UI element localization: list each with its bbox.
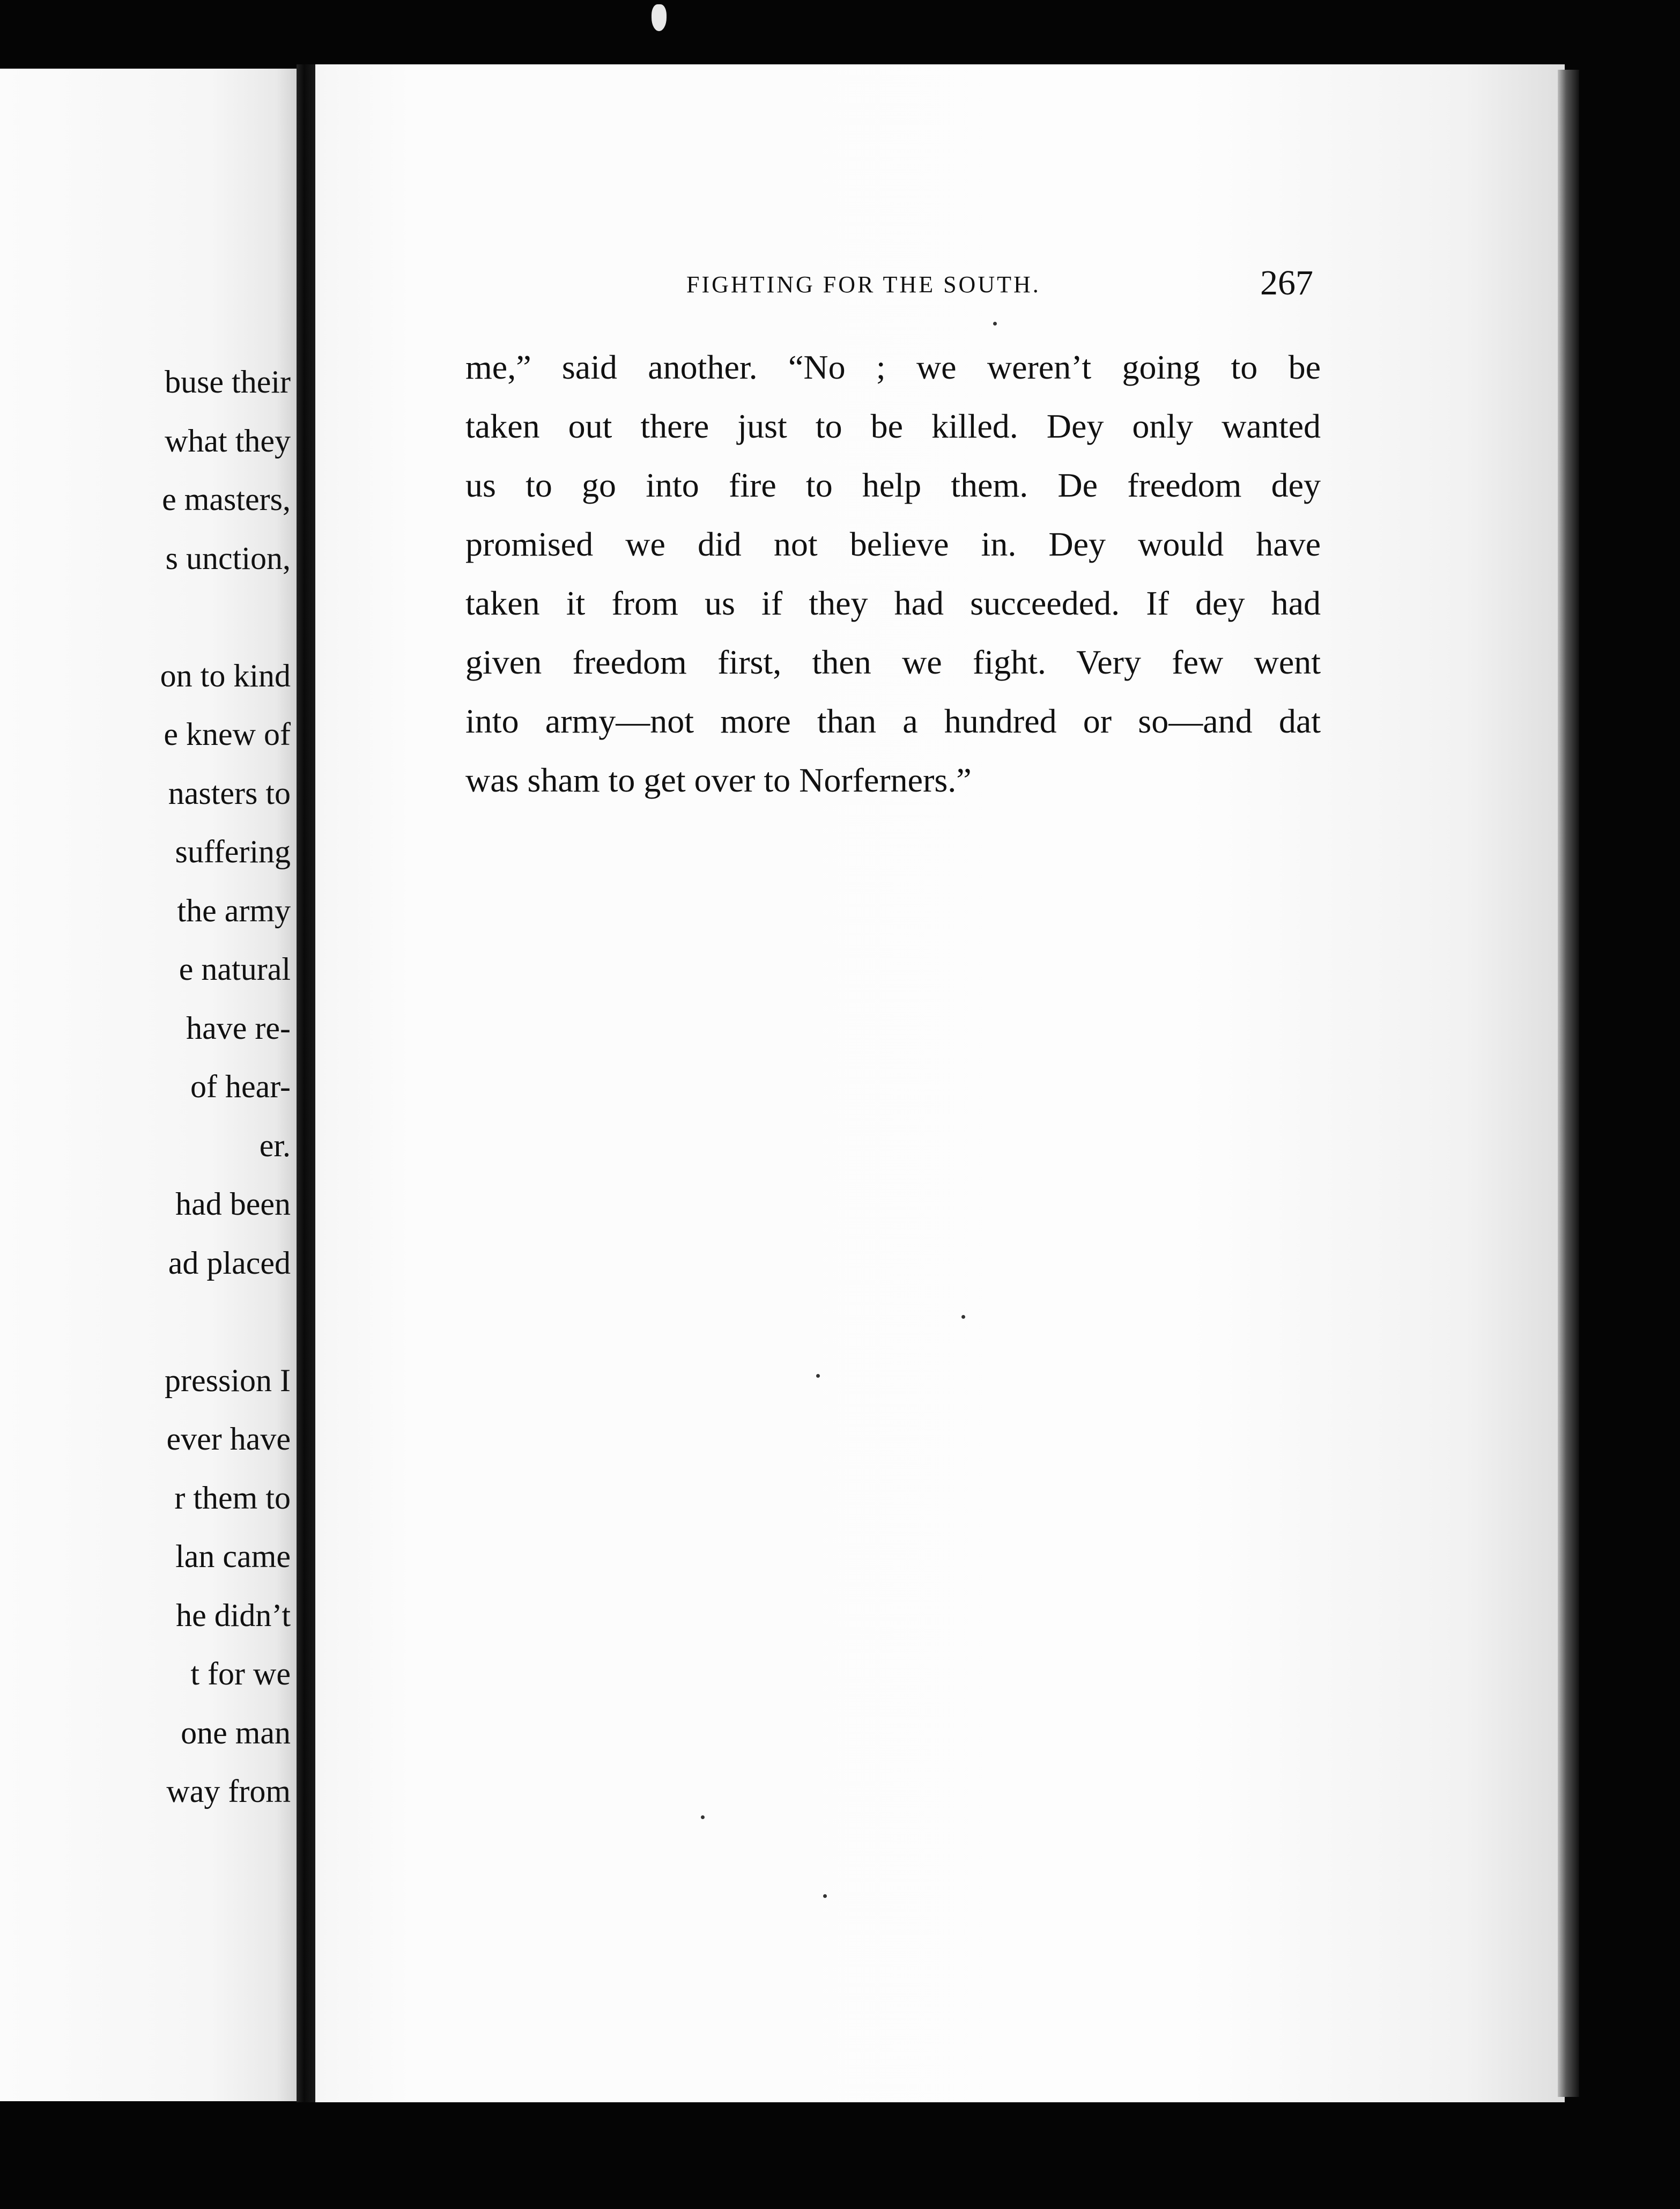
dust-speck bbox=[993, 322, 997, 326]
body-line: given freedom first, then we fight. Very few went bbox=[465, 643, 1321, 681]
left-line: one man bbox=[181, 1715, 291, 1750]
left-line bbox=[0, 588, 291, 647]
body-line: promised we did not believe in. Dey would have bbox=[465, 525, 1321, 563]
left-line: e masters, bbox=[162, 482, 291, 517]
left-line: er. bbox=[259, 1127, 291, 1163]
left-line: r them to bbox=[174, 1480, 291, 1516]
left-line: lan came bbox=[175, 1539, 291, 1574]
body-line: into army—not more than a hundred or so—and dat bbox=[465, 702, 1321, 740]
left-line: pression I bbox=[165, 1362, 291, 1398]
left-line: t for we bbox=[190, 1656, 291, 1691]
body-line: was sham to get over to Norferners.” bbox=[465, 761, 972, 799]
left-line: what they bbox=[165, 423, 291, 459]
body-line: taken it from us if they had succeeded. If dey had bbox=[465, 584, 1321, 622]
left-facing-page bbox=[0, 69, 300, 2101]
left-line: s unction, bbox=[165, 540, 291, 576]
left-line: ever have bbox=[166, 1421, 291, 1457]
left-line: have re- bbox=[186, 1010, 291, 1046]
scan-artifact-mark bbox=[652, 4, 667, 31]
left-line: buse their bbox=[165, 364, 291, 400]
left-line: e knew of bbox=[164, 716, 291, 752]
dust-speck bbox=[701, 1815, 705, 1819]
page-number: 267 bbox=[1260, 263, 1313, 302]
left-line: had been bbox=[175, 1186, 291, 1222]
book-gutter bbox=[297, 64, 315, 2102]
left-line bbox=[0, 1292, 291, 1351]
running-head: FIGHTING FOR THE SOUTH. bbox=[686, 271, 1041, 298]
left-line: ad placed bbox=[168, 1245, 291, 1281]
left-line: the army bbox=[177, 892, 291, 928]
body-line: me,” said another. “No ; we weren’t going to be bbox=[465, 348, 1321, 386]
left-line: on to kind bbox=[160, 657, 291, 693]
left-line: of hear- bbox=[190, 1069, 291, 1104]
left-line: suffering bbox=[175, 834, 291, 869]
dust-speck bbox=[961, 1315, 965, 1319]
dust-speck bbox=[823, 1894, 827, 1898]
left-page-text bbox=[0, 353, 291, 1821]
dust-speck bbox=[816, 1374, 820, 1378]
body-line: taken out there just to be killed. Dey only wanted bbox=[465, 407, 1321, 445]
left-line: he didn’t bbox=[176, 1597, 291, 1633]
body-line: us to go into fire to help them. De freedom dey bbox=[465, 466, 1321, 504]
left-line: way from bbox=[166, 1774, 291, 1809]
body-text bbox=[465, 338, 1321, 810]
left-line: e natural bbox=[179, 951, 291, 987]
left-line: nasters to bbox=[168, 775, 291, 811]
page-edge-shadow bbox=[1558, 70, 1579, 2097]
